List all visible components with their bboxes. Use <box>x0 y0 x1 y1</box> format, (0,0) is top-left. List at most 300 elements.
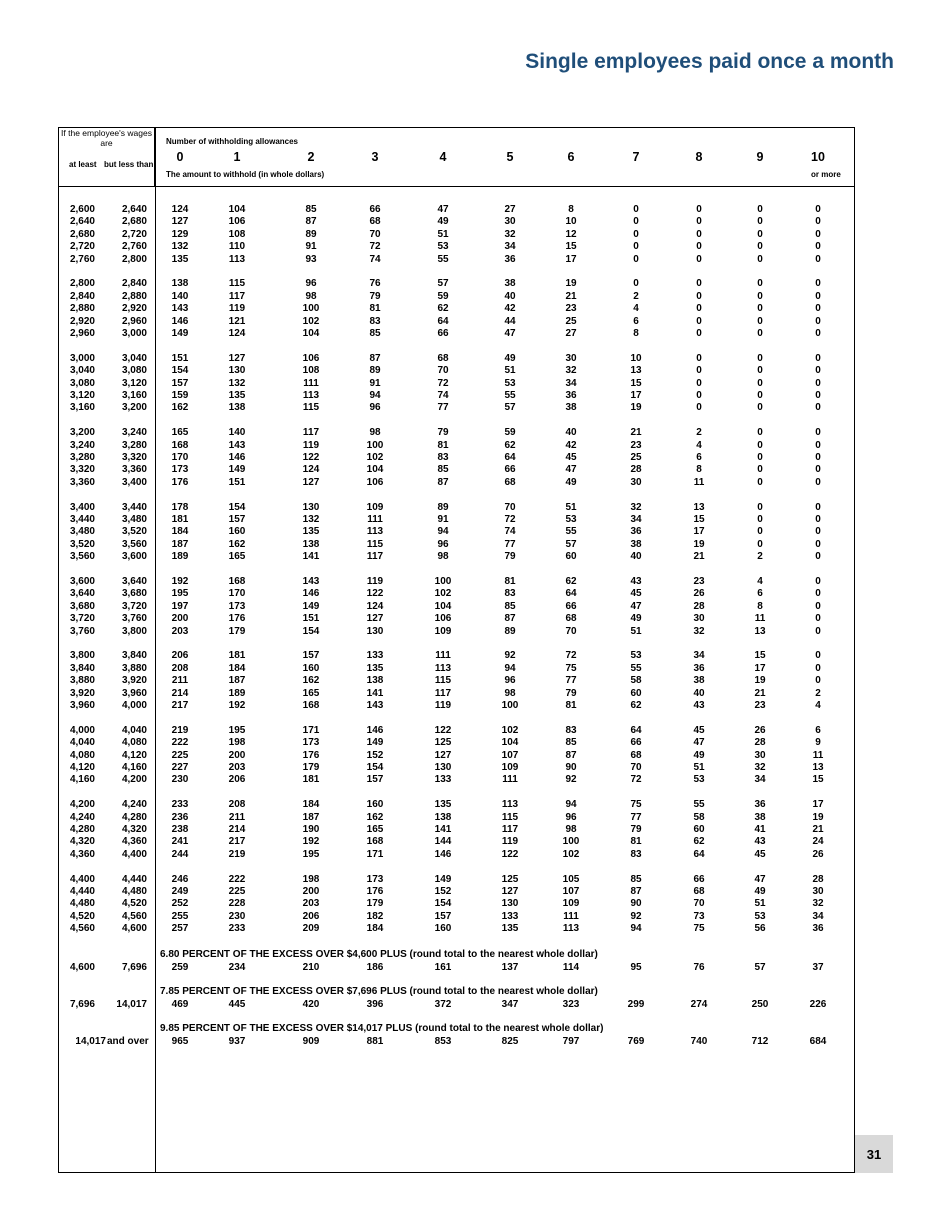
withholding-amount: 15 <box>754 650 766 662</box>
withholding-amount: 109 <box>501 762 519 773</box>
withholding-amount: 57 <box>437 278 449 290</box>
withholding-amount: 74 <box>504 526 516 538</box>
withholding-amount: 0 <box>815 538 821 550</box>
withholding-amount: 115 <box>366 538 384 550</box>
withholding-amount: 56 <box>754 923 766 935</box>
withholding-amount: 881 <box>366 1036 384 1047</box>
withholding-amount: 75 <box>565 662 577 674</box>
withholding-amount: 45 <box>565 452 577 463</box>
allowances-label: Number of withholding allowances <box>166 137 299 146</box>
withholding-amount: 15 <box>693 514 705 525</box>
withholding-amount: 149 <box>302 600 320 612</box>
wage-less-than: 4,480 <box>121 886 147 897</box>
withholding-amount: 15 <box>812 774 824 786</box>
withholding-amount: 130 <box>501 898 519 910</box>
withholding-amount: 141 <box>434 824 452 835</box>
wage-at-least: 2,840 <box>69 290 95 302</box>
withholding-amount: 420 <box>302 999 320 1010</box>
withholding-amount: 192 <box>171 576 189 587</box>
withholding-amount: 8 <box>568 204 574 215</box>
withholding-amount: 96 <box>369 402 381 414</box>
withholding-amount: 36 <box>630 526 642 538</box>
withholding-amount: 25 <box>630 452 642 463</box>
withholding-amount: 38 <box>565 402 577 414</box>
withholding-amount: 117 <box>228 290 246 302</box>
withholding-amount: 38 <box>504 278 516 290</box>
withholding-amount: 127 <box>434 749 452 761</box>
withholding-amount: 241 <box>171 836 189 848</box>
withholding-amount: 109 <box>366 501 384 513</box>
withholding-amount: 0 <box>633 278 639 290</box>
withholding-amount: 53 <box>565 514 577 525</box>
withholding-amount: 51 <box>630 625 642 637</box>
withholding-amount: 40 <box>504 290 516 302</box>
withholding-amount: 30 <box>504 216 516 228</box>
withholding-amount: 28 <box>812 873 824 885</box>
withholding-amount: 154 <box>171 365 189 377</box>
withholding-amount: 100 <box>562 836 580 848</box>
withholding-amount: 102 <box>366 452 384 463</box>
withholding-amount: 0 <box>696 365 702 377</box>
withholding-amount: 17 <box>630 390 642 401</box>
withholding-amount: 122 <box>434 724 452 736</box>
withholding-amount: 105 <box>562 873 580 885</box>
wage-less-than: 3,680 <box>121 588 147 600</box>
withholding-amount: 133 <box>501 910 519 922</box>
allowance-number-10: 10 <box>811 150 825 164</box>
wage-less-than: 4,520 <box>121 898 147 910</box>
wage-at-least: 4,000 <box>69 724 95 736</box>
withholding-amount: 68 <box>437 352 449 364</box>
withholding-amount: 17 <box>693 526 705 538</box>
withholding-amount: 124 <box>228 328 246 339</box>
wage-at-least: 3,000 <box>69 352 95 364</box>
withholding-amount: 154 <box>302 625 320 637</box>
withholding-amount: 68 <box>504 476 516 488</box>
wage-less-than: 3,840 <box>121 650 147 662</box>
withholding-amount: 79 <box>504 551 516 563</box>
withholding-amount: 55 <box>437 253 449 265</box>
wage-at-least: 3,840 <box>69 662 95 674</box>
withholding-amount: 60 <box>630 687 642 699</box>
withholding-amount: 143 <box>228 439 246 451</box>
withholding-amount: 125 <box>434 737 452 749</box>
withholding-amount: 140 <box>228 427 246 439</box>
withholding-amount: 119 <box>366 576 384 587</box>
withholding-amount: 0 <box>696 377 702 389</box>
withholding-amount: 127 <box>228 352 246 364</box>
withholding-amount: 173 <box>302 737 320 749</box>
withholding-amount: 208 <box>171 662 189 674</box>
withholding-amount: 10 <box>630 352 642 364</box>
withholding-amount: 246 <box>171 873 189 885</box>
withholding-amount: 32 <box>504 228 516 240</box>
wage-at-least: 2,600 <box>69 204 95 215</box>
wage-less-than: 4,240 <box>121 799 147 811</box>
withholding-amount: 92 <box>630 910 642 922</box>
withholding-amount: 64 <box>565 588 577 600</box>
wage-at-least: 4,600 <box>69 962 95 973</box>
wage-less-than: 3,240 <box>121 427 147 439</box>
wage-less-than: 2,640 <box>121 204 147 215</box>
withholding-amount: 28 <box>630 464 642 476</box>
withholding-amount: 124 <box>171 204 189 215</box>
withholding-amount: 228 <box>228 898 246 910</box>
withholding-amount: 179 <box>228 625 246 637</box>
withholding-amount: 0 <box>757 439 763 451</box>
withholding-amount: 89 <box>305 228 317 240</box>
withholding-amount: 299 <box>627 999 645 1010</box>
withholding-amount: 27 <box>504 204 516 215</box>
withholding-amount: 176 <box>302 749 320 761</box>
withholding-amount: 109 <box>562 898 580 910</box>
withholding-amount: 51 <box>504 365 516 377</box>
withholding-amount: 70 <box>437 365 449 377</box>
header-divider <box>155 186 855 187</box>
withholding-amount: 81 <box>437 439 449 451</box>
withholding-amount: 51 <box>754 898 766 910</box>
withholding-amount: 233 <box>171 799 189 811</box>
withholding-amount: 143 <box>366 700 384 711</box>
withholding-amount: 57 <box>504 402 516 414</box>
withholding-amount: 47 <box>693 737 705 749</box>
withholding-amount: 154 <box>434 898 452 910</box>
wage-at-least: 2,720 <box>69 241 95 253</box>
withholding-amount: 130 <box>434 762 452 773</box>
wage-less-than: 2,800 <box>121 253 147 265</box>
withholding-amount: 44 <box>504 315 516 327</box>
withholding-amount: 203 <box>171 625 189 637</box>
withholding-amount: 66 <box>504 464 516 476</box>
withholding-amount: 165 <box>302 687 320 699</box>
withholding-amount: 372 <box>434 999 452 1010</box>
withholding-amount: 59 <box>437 290 449 302</box>
withholding-amount: 184 <box>171 526 189 538</box>
wage-at-least: 3,680 <box>69 600 95 612</box>
withholding-amount: 130 <box>302 501 320 513</box>
wage-at-least: 4,120 <box>69 762 95 773</box>
withholding-amount: 19 <box>812 811 824 823</box>
withholding-amount: 119 <box>434 700 452 711</box>
withholding-amount: 47 <box>437 204 449 215</box>
wage-at-least: 4,520 <box>69 910 95 922</box>
wage-less-than: 3,760 <box>121 613 147 625</box>
withholding-amount: 182 <box>366 910 384 922</box>
withholding-amount: 144 <box>434 836 452 848</box>
withholding-amount: 0 <box>757 452 763 463</box>
withholding-amount: 171 <box>366 848 384 860</box>
withholding-amount: 87 <box>565 749 577 761</box>
wage-at-least: 3,960 <box>69 700 95 711</box>
withholding-amount: 26 <box>754 724 766 736</box>
allowance-number-7: 7 <box>632 150 640 164</box>
withholding-amount: 146 <box>434 848 452 860</box>
withholding-amount: 853 <box>434 1036 452 1047</box>
withholding-amount: 74 <box>369 253 381 265</box>
withholding-amount: 0 <box>633 228 639 240</box>
withholding-amount: 168 <box>171 439 189 451</box>
withholding-amount: 70 <box>565 625 577 637</box>
withholding-amount: 62 <box>693 836 705 848</box>
withholding-amount: 62 <box>565 576 577 587</box>
wage-less-than: 4,040 <box>121 724 147 736</box>
withholding-amount: 70 <box>369 228 381 240</box>
withholding-amount: 40 <box>565 427 577 439</box>
wage-less-than: 7,696 <box>121 962 147 973</box>
wage-at-least: 3,400 <box>69 501 95 513</box>
withholding-amount: 200 <box>171 613 189 625</box>
withholding-amount: 30 <box>693 613 705 625</box>
withholding-amount: 83 <box>630 848 642 860</box>
withholding-amount: 47 <box>504 328 516 339</box>
withholding-amount: 396 <box>366 999 384 1010</box>
withholding-amount: 154 <box>228 501 246 513</box>
withholding-amount: 189 <box>228 687 246 699</box>
withholding-amount: 76 <box>369 278 381 290</box>
withholding-amount: 187 <box>302 811 320 823</box>
withholding-amount: 104 <box>501 737 519 749</box>
withholding-amount: 98 <box>437 551 449 563</box>
wage-at-least: 4,040 <box>69 737 95 749</box>
withholding-amount: 91 <box>305 241 317 253</box>
withholding-amount: 0 <box>815 365 821 377</box>
allowance-number-8: 8 <box>695 150 703 164</box>
withholding-amount: 92 <box>504 650 516 662</box>
page-number: 31 <box>855 1135 893 1173</box>
withholding-amount: 143 <box>302 576 320 587</box>
wage-less-than: 4,600 <box>121 923 147 935</box>
withholding-amount: 76 <box>693 962 705 973</box>
withholding-amount: 100 <box>434 576 452 587</box>
withholding-amount: 195 <box>302 848 320 860</box>
withholding-amount: 10 <box>565 216 577 228</box>
withholding-amount: 157 <box>302 650 320 662</box>
withholding-amount: 77 <box>630 811 642 823</box>
withholding-amount: 93 <box>305 253 317 265</box>
wage-less-than: 2,960 <box>121 315 147 327</box>
withholding-amount: 162 <box>171 402 189 414</box>
withholding-amount: 200 <box>228 749 246 761</box>
withholding-amount: 75 <box>630 799 642 811</box>
wage-less-than: 3,480 <box>121 514 147 525</box>
withholding-amount: 179 <box>366 898 384 910</box>
withholding-amount: 0 <box>757 328 763 339</box>
withholding-amount: 165 <box>366 824 384 835</box>
withholding-amount: 0 <box>815 439 821 451</box>
withholding-amount: 19 <box>565 278 577 290</box>
withholding-amount: 119 <box>228 303 246 315</box>
withholding-amount: 75 <box>693 923 705 935</box>
wage-less-than: 4,120 <box>121 749 147 761</box>
withholding-amount: 217 <box>171 700 189 711</box>
withholding-amount: 127 <box>302 476 320 488</box>
withholding-amount: 225 <box>228 886 246 897</box>
withholding-amount: 0 <box>815 303 821 315</box>
withholding-amount: 21 <box>565 290 577 302</box>
withholding-amount: 165 <box>228 551 246 563</box>
withholding-amount: 115 <box>228 278 246 290</box>
withholding-amount: 111 <box>435 650 451 662</box>
withholding-amount: 94 <box>369 390 381 401</box>
withholding-amount: 0 <box>757 526 763 538</box>
wage-less-than: 4,160 <box>121 762 147 773</box>
withholding-amount: 135 <box>171 253 189 265</box>
wage-at-least: 3,280 <box>69 452 95 463</box>
withholding-amount: 0 <box>757 315 763 327</box>
withholding-amount: 233 <box>228 923 246 935</box>
withholding-amount: 87 <box>504 613 516 625</box>
withholding-amount: 130 <box>228 365 246 377</box>
withholding-amount: 4 <box>815 700 821 711</box>
withholding-amount: 113 <box>228 253 246 265</box>
withholding-amount: 81 <box>630 836 642 848</box>
wage-at-least: 2,760 <box>69 253 95 265</box>
or-more-label: or more <box>811 170 841 179</box>
withholding-amount: 11 <box>693 476 705 488</box>
withholding-amount: 160 <box>228 526 246 538</box>
wage-less-than: 3,920 <box>121 675 147 687</box>
withholding-amount: 23 <box>693 576 705 587</box>
withholding-amount: 0 <box>815 662 821 674</box>
withholding-amount: 6 <box>696 452 702 463</box>
withholding-amount: 113 <box>501 799 519 811</box>
wage-at-least: 4,080 <box>69 749 95 761</box>
withholding-amount: 19 <box>630 402 642 414</box>
wage-less-than: 4,360 <box>121 836 147 848</box>
withholding-amount: 0 <box>815 204 821 215</box>
wage-less-than: 3,000 <box>121 328 147 339</box>
withholding-amount: 66 <box>630 737 642 749</box>
wage-at-least: 4,560 <box>69 923 95 935</box>
withholding-amount: 149 <box>434 873 452 885</box>
withholding-amount: 179 <box>302 762 320 773</box>
withholding-amount: 965 <box>171 1036 189 1047</box>
wage-less-than: 2,720 <box>121 228 147 240</box>
wage-at-least: 3,360 <box>69 476 95 488</box>
wage-less-than: 3,160 <box>121 390 147 401</box>
withholding-amount: 90 <box>565 762 577 773</box>
withholding-amount: 176 <box>171 476 189 488</box>
withholding-amount: 43 <box>693 700 705 711</box>
allowance-number-5: 5 <box>506 150 514 164</box>
withholding-amount: 2 <box>696 427 702 439</box>
wage-less-than: 2,760 <box>121 241 147 253</box>
wage-less-than: 3,720 <box>121 600 147 612</box>
withholding-amount: 58 <box>693 811 705 823</box>
withholding-amount: 17 <box>812 799 824 811</box>
wage-at-least: 2,920 <box>69 315 95 327</box>
withholding-amount: 23 <box>565 303 577 315</box>
withholding-amount: 26 <box>693 588 705 600</box>
withholding-amount: 219 <box>228 848 246 860</box>
withholding-amount: 740 <box>690 1036 708 1047</box>
withholding-amount: 85 <box>437 464 449 476</box>
withholding-amount: 0 <box>815 352 821 364</box>
wage-at-least: 3,600 <box>69 576 95 587</box>
withholding-amount: 127 <box>366 613 384 625</box>
withholding-amount: 138 <box>228 402 246 414</box>
withholding-amount: 206 <box>302 910 320 922</box>
wage-at-least: 3,320 <box>69 464 95 476</box>
withholding-amount: 132 <box>228 377 246 389</box>
withholding-amount: 72 <box>565 650 577 662</box>
withholding-amount: 104 <box>366 464 384 476</box>
wage-at-least: 14,017 <box>75 1036 106 1047</box>
withholding-amount: 160 <box>434 923 452 935</box>
withholding-amount: 0 <box>815 390 821 401</box>
wage-at-least: 2,680 <box>69 228 95 240</box>
withholding-amount: 132 <box>171 241 189 253</box>
withholding-amount: 234 <box>228 962 246 973</box>
withholding-amount: 192 <box>228 700 246 711</box>
withholding-amount: 214 <box>228 824 246 835</box>
allowance-number-3: 3 <box>371 150 379 164</box>
withholding-amount: 53 <box>693 774 705 786</box>
wage-at-least: 4,480 <box>69 898 95 910</box>
withholding-amount: 146 <box>171 315 189 327</box>
withholding-amount: 141 <box>302 551 320 563</box>
withholding-amount: 94 <box>565 799 577 811</box>
withholding-amount: 0 <box>696 303 702 315</box>
withholding-amount: 28 <box>693 600 705 612</box>
withholding-amount: 77 <box>565 675 577 687</box>
withholding-amount: 0 <box>815 253 821 265</box>
wage-at-least: 3,720 <box>69 613 95 625</box>
wage-less-than: 3,960 <box>121 687 147 699</box>
withholding-amount: 27 <box>565 328 577 339</box>
withholding-amount: 146 <box>302 588 320 600</box>
withholding-amount: 117 <box>366 551 384 563</box>
withholding-amount: 89 <box>369 365 381 377</box>
withholding-amount: 113 <box>434 662 452 674</box>
wage-at-least: 3,760 <box>69 625 95 637</box>
withholding-amount: 32 <box>565 365 577 377</box>
withholding-amount: 73 <box>693 910 705 922</box>
withholding-amount: 108 <box>302 365 320 377</box>
withholding-amount: 34 <box>693 650 705 662</box>
withholding-amount: 62 <box>437 303 449 315</box>
withholding-amount: 37 <box>812 962 824 973</box>
withholding-amount: 0 <box>815 588 821 600</box>
withholding-amount: 102 <box>434 588 452 600</box>
withholding-amount: 83 <box>565 724 577 736</box>
withholding-amount: 6 <box>757 588 763 600</box>
wage-less-than: 3,640 <box>121 576 147 587</box>
withholding-amount: 0 <box>757 501 763 513</box>
wage-at-least: 3,080 <box>69 377 95 389</box>
wage-at-least: 7,696 <box>69 999 95 1010</box>
withholding-amount: 85 <box>369 328 381 339</box>
allowance-number-0: 0 <box>176 150 184 164</box>
withholding-amount: 57 <box>754 962 766 973</box>
excess-note: 9.85 PERCENT OF THE EXCESS OVER $14,017 PLUS (round total to the nearest whole dollar) <box>160 1023 604 1034</box>
withholding-amount: 30 <box>630 476 642 488</box>
wage-at-least: 3,440 <box>69 514 95 525</box>
withholding-amount: 81 <box>504 576 516 587</box>
wage-at-least: 4,320 <box>69 836 95 848</box>
withholding-amount: 0 <box>757 253 763 265</box>
withholding-amount: 19 <box>693 538 705 550</box>
withholding-amount: 42 <box>504 303 516 315</box>
withholding-amount: 157 <box>366 774 384 786</box>
wage-less-than: 4,280 <box>121 811 147 823</box>
withholding-amount: 122 <box>302 452 320 463</box>
withholding-amount: 0 <box>815 526 821 538</box>
withholding-amount: 122 <box>366 588 384 600</box>
withholding-amount: 34 <box>504 241 516 253</box>
withholding-amount: 13 <box>693 501 705 513</box>
withholding-amount: 92 <box>565 774 577 786</box>
